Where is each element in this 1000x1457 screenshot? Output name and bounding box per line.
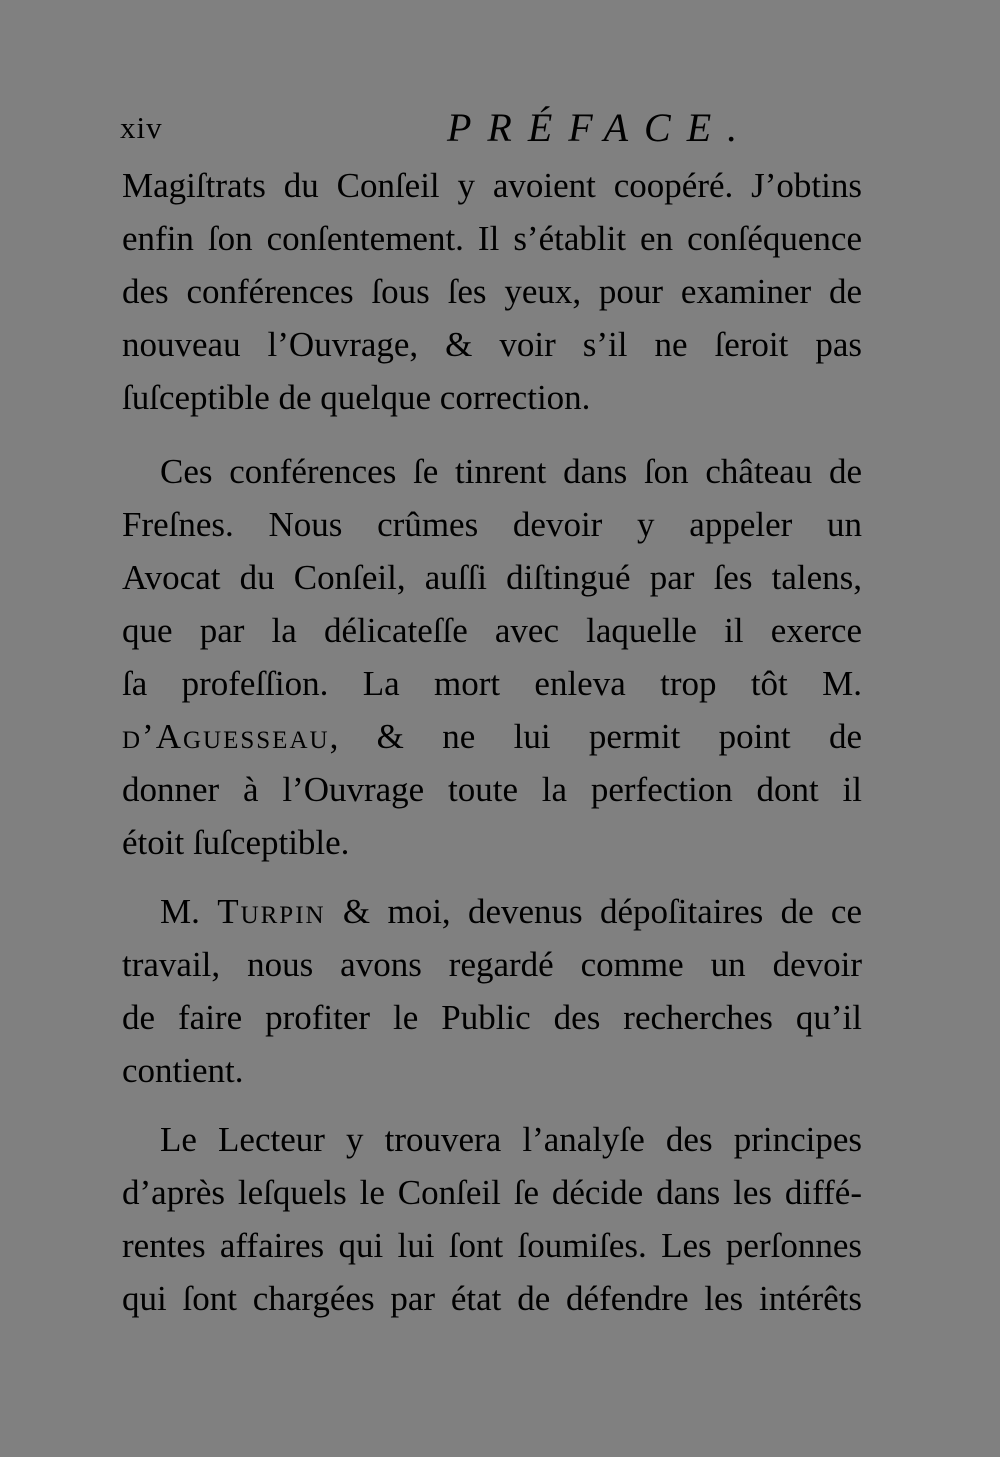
- inline-text: d’: [122, 717, 156, 756]
- text-line: d’après leſquels le Conſeil ſe décide dans les diffé-: [122, 1173, 862, 1212]
- text-line: [160, 886, 862, 938]
- text-line: que par la délicateſſe avec laquelle il exerce: [122, 611, 862, 650]
- text-line: Magiſtrats du Conſeil y avoient coopéré. J’obtins: [122, 166, 862, 205]
- text-line: qui ſont chargées par état de défendre les intérêts: [122, 1279, 862, 1318]
- page-number: xiv: [120, 110, 163, 145]
- text-line: rentes affaires qui lui ſont ſoumiſes. Les perſonnes: [122, 1226, 862, 1265]
- text-line: Le Lecteur y trouvera l’analyſe des principes: [160, 1120, 862, 1159]
- text-line: Ces conférences ſe tinrent dans ſon château de: [160, 452, 862, 491]
- text-line: de faire profiter le Public des recherches qu’il: [122, 998, 862, 1037]
- text-line: Freſnes. Nous crûmes devoir y appeler un: [122, 505, 862, 544]
- inline-text: M.: [160, 892, 218, 931]
- person-name: Turpin: [217, 892, 326, 931]
- inline-text: , & ne lui permit point de: [329, 717, 862, 756]
- text-line: contient.: [122, 1051, 244, 1090]
- text-line: étoit ſuſceptible.: [122, 823, 350, 862]
- text-line: ſuſceptible de quelque correction.: [122, 378, 591, 417]
- text-line: Avocat du Conſeil, auſſi diſtingué par ſes talens,: [122, 558, 862, 597]
- inline-text: & moi, devenus dépoſitaires de ce: [325, 892, 863, 931]
- text-line: enfin ſon conſentement. Il s’établit en conſéquence: [122, 219, 862, 258]
- text-line: [122, 711, 862, 763]
- text-line: donner à l’Ouvrage toute la perfection dont il: [122, 770, 862, 809]
- person-name: Aguesseau: [155, 717, 330, 756]
- running-head: PRÉFACE.: [447, 105, 754, 150]
- text-line: nouveau l’Ouvrage, & voir s’il ne ſeroit pas: [122, 325, 862, 364]
- page-header: [120, 104, 860, 154]
- text-line: travail, nous avons regardé comme un devoir: [122, 945, 862, 984]
- text-line: ſa profeſſion. La mort enleva trop tôt M.: [122, 664, 862, 703]
- text-line: des conférences ſous ſes yeux, pour examiner de: [122, 272, 862, 311]
